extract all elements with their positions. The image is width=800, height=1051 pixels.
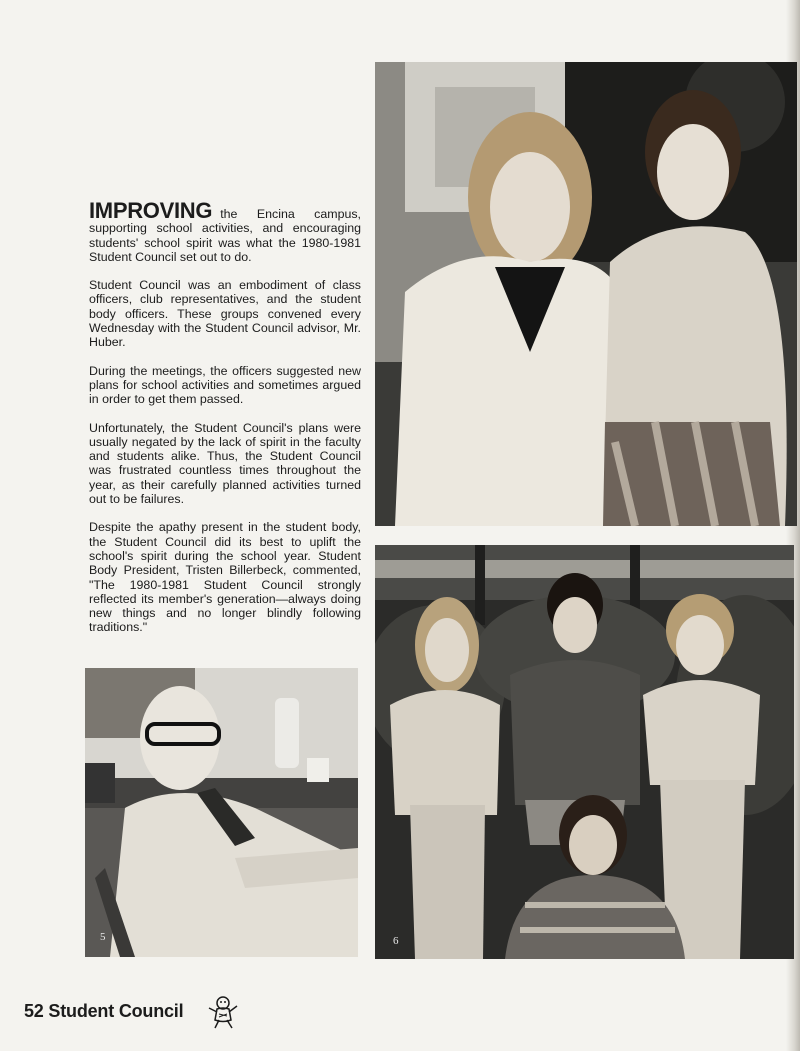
photo-advisor-number: 5: [100, 931, 106, 943]
article-paragraph-2: Student Council was an embodiment of class officers, club representatives, and the student body officers. These groups convened every Wednesday with the Student Council advisor, Mr. Huber.: [89, 278, 361, 350]
photo-advisor: [85, 668, 358, 957]
article-body: [89, 198, 361, 649]
article-lead-word: IMPROVING: [89, 198, 213, 223]
article-paragraph-1-text: the Encina campus, supporting school activities, and encouraging students' school spirit was what the 1980-1981 Student Council set out to do.: [89, 207, 361, 264]
page-footer-label: 52 Student Council: [24, 1001, 184, 1021]
photo-advisor-image: [85, 668, 358, 957]
article-paragraph-1: [89, 198, 361, 264]
article-paragraph-3: During the meetings, the officers suggested new plans for school activities and sometimes argued in order to get them passed.: [89, 363, 361, 407]
photo-two-students: [375, 62, 797, 526]
photo-two-students-image: [375, 62, 797, 526]
photo-student-group-number: 6: [393, 935, 399, 947]
mascot-icon: [205, 994, 241, 1030]
article-paragraph-5: Despite the apathy present in the student body, the Student Council did its best to uplift the school's spirit during the school year. Student Body President, Tristen Billerbeck, commented, "The 1980-1981 Student Council strongly reflected its member's generation—always doing new things and no longer blindly following traditions.": [89, 520, 361, 635]
photo-student-group: [375, 545, 794, 959]
photo-student-group-image: [375, 545, 794, 959]
article-paragraph-4: Unfortunately, the Student Council's plans were usually negated by the lack of spirit in the faculty and students alike. Thus, the Student Council was frustrated countless times throughout the year, as their carefully planned activities turned out to be failures.: [89, 420, 361, 507]
